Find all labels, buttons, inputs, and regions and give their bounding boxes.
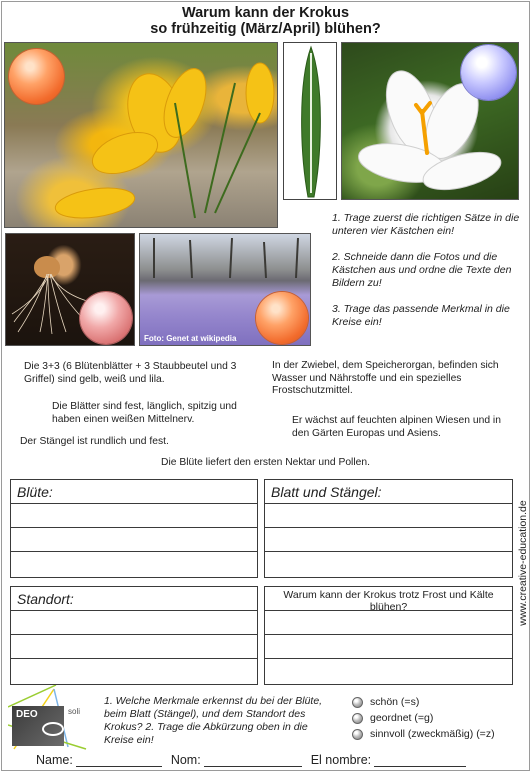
logo-mark-icon (42, 722, 64, 736)
instructions (332, 212, 522, 342)
task-question: 1. Welche Merkmale erkennst du bei der Blüte, beim Blatt (Stängel), und dem Standort des Krokus? 2. Trage die Abkürzung oben in die Kreise ein! (104, 695, 323, 746)
answer-line[interactable] (265, 611, 512, 635)
box-heading-warum: Warum kann der Krokus trotz Frost und Kälte blühen? (265, 587, 512, 611)
feature-circle-meadow-photo[interactable] (256, 292, 308, 344)
name-bar (36, 753, 526, 767)
legend-label: schön (=s) (370, 696, 420, 708)
nom-label: Nom: (170, 753, 201, 767)
feature-circle-yellow-photo[interactable] (9, 49, 64, 104)
answer-line[interactable] (11, 635, 257, 659)
answer-box-bluete (10, 479, 258, 578)
sentence-stem: Der Stängel ist rundlich und fest. (20, 436, 169, 447)
worksheet-title (0, 5, 531, 37)
legend-label: sinnvoll (zweckmäßig) (=z) (370, 728, 495, 740)
legend-bullet-icon (352, 729, 363, 740)
box-heading-blatt: Blatt und Stängel: (265, 480, 512, 504)
logo-text: DEO (16, 709, 38, 720)
sentence-habitat: Er wächst auf feuchten alpinen Wiesen und in den Gärten Europas und Asiens. (292, 415, 501, 439)
box-heading-standort: Standort: (11, 587, 257, 611)
title-line-1: Warum kann der Krokus (181, 5, 350, 21)
legend-item (352, 710, 522, 726)
nom-input-line[interactable] (204, 755, 302, 767)
answer-line[interactable] (11, 528, 257, 552)
answer-line[interactable] (265, 552, 512, 576)
side-url-text: www.creative-education.de (517, 499, 529, 626)
answer-box-standort (10, 586, 258, 685)
sentence-bulb: In der Zwiebel, dem Speicherorgan, befinden sich Wasser und Nährstoffe und ein spezielles Frostschutzmittel. (272, 360, 499, 396)
photo-credit: Foto: Genet at wikipedia (144, 334, 237, 343)
instruction-3: 3. Trage das passende Merkmal in die Kreise ein! (332, 303, 510, 328)
legend-bullet-icon (352, 713, 363, 724)
feature-legend (352, 694, 522, 742)
answer-line[interactable] (265, 528, 512, 552)
name-field (36, 753, 171, 767)
logo-subtext: soli (68, 707, 81, 716)
legend-item (352, 726, 522, 742)
legend-bullet-icon (352, 697, 363, 708)
answer-line[interactable] (11, 611, 257, 635)
name-input-line[interactable] (76, 755, 162, 767)
sentence-nectar: Die Blüte liefert den ersten Nektar und Pollen. (161, 457, 370, 468)
sentence-leaves: Die Blätter sind fest, länglich, spitzig und haben einen weißen Mittelnerv. (52, 401, 237, 425)
answer-line[interactable] (11, 504, 257, 528)
feature-circle-bulb-photo[interactable] (80, 292, 132, 344)
nom-field (171, 753, 311, 767)
name-label: Name: (36, 753, 73, 767)
nombre-field (311, 753, 466, 767)
box-heading-bluete: Blüte: (11, 480, 257, 504)
photo-crocus-leaf (283, 42, 337, 200)
feature-circle-white-photo[interactable] (461, 45, 516, 100)
instruction-2: 2. Schneide dann die Fotos und die Kästchen aus und ordne die Texte den Bildern zu! (332, 251, 512, 289)
answer-line[interactable] (11, 659, 257, 683)
trees-illustration (140, 238, 311, 278)
answer-line[interactable] (265, 635, 512, 659)
answer-line[interactable] (11, 552, 257, 576)
deo-soli-logo (8, 685, 88, 753)
nombre-label: El nombre: (310, 753, 372, 767)
legend-item (352, 694, 522, 710)
answer-line[interactable] (265, 659, 512, 683)
side-url (516, 470, 530, 655)
nombre-input-line[interactable] (374, 755, 466, 767)
answer-box-warum (264, 586, 513, 685)
sentence-flower-parts: Die 3+3 (6 Blütenblätter + 3 Staubbeutel und 3 Griffel) sind gelb, weiß und lila. (24, 361, 237, 385)
answer-box-blatt (264, 479, 513, 578)
logo-box (12, 706, 64, 746)
title-line-2: so frühzeitig (März/April) blühen? (150, 21, 381, 37)
answer-line[interactable] (265, 504, 512, 528)
legend-label: geordnet (=g) (370, 712, 434, 724)
leaf-illustration (284, 43, 337, 200)
instruction-1: 1. Trage zuerst die richtigen Sätze in die unteren vier Kästchen ein! (332, 212, 520, 237)
